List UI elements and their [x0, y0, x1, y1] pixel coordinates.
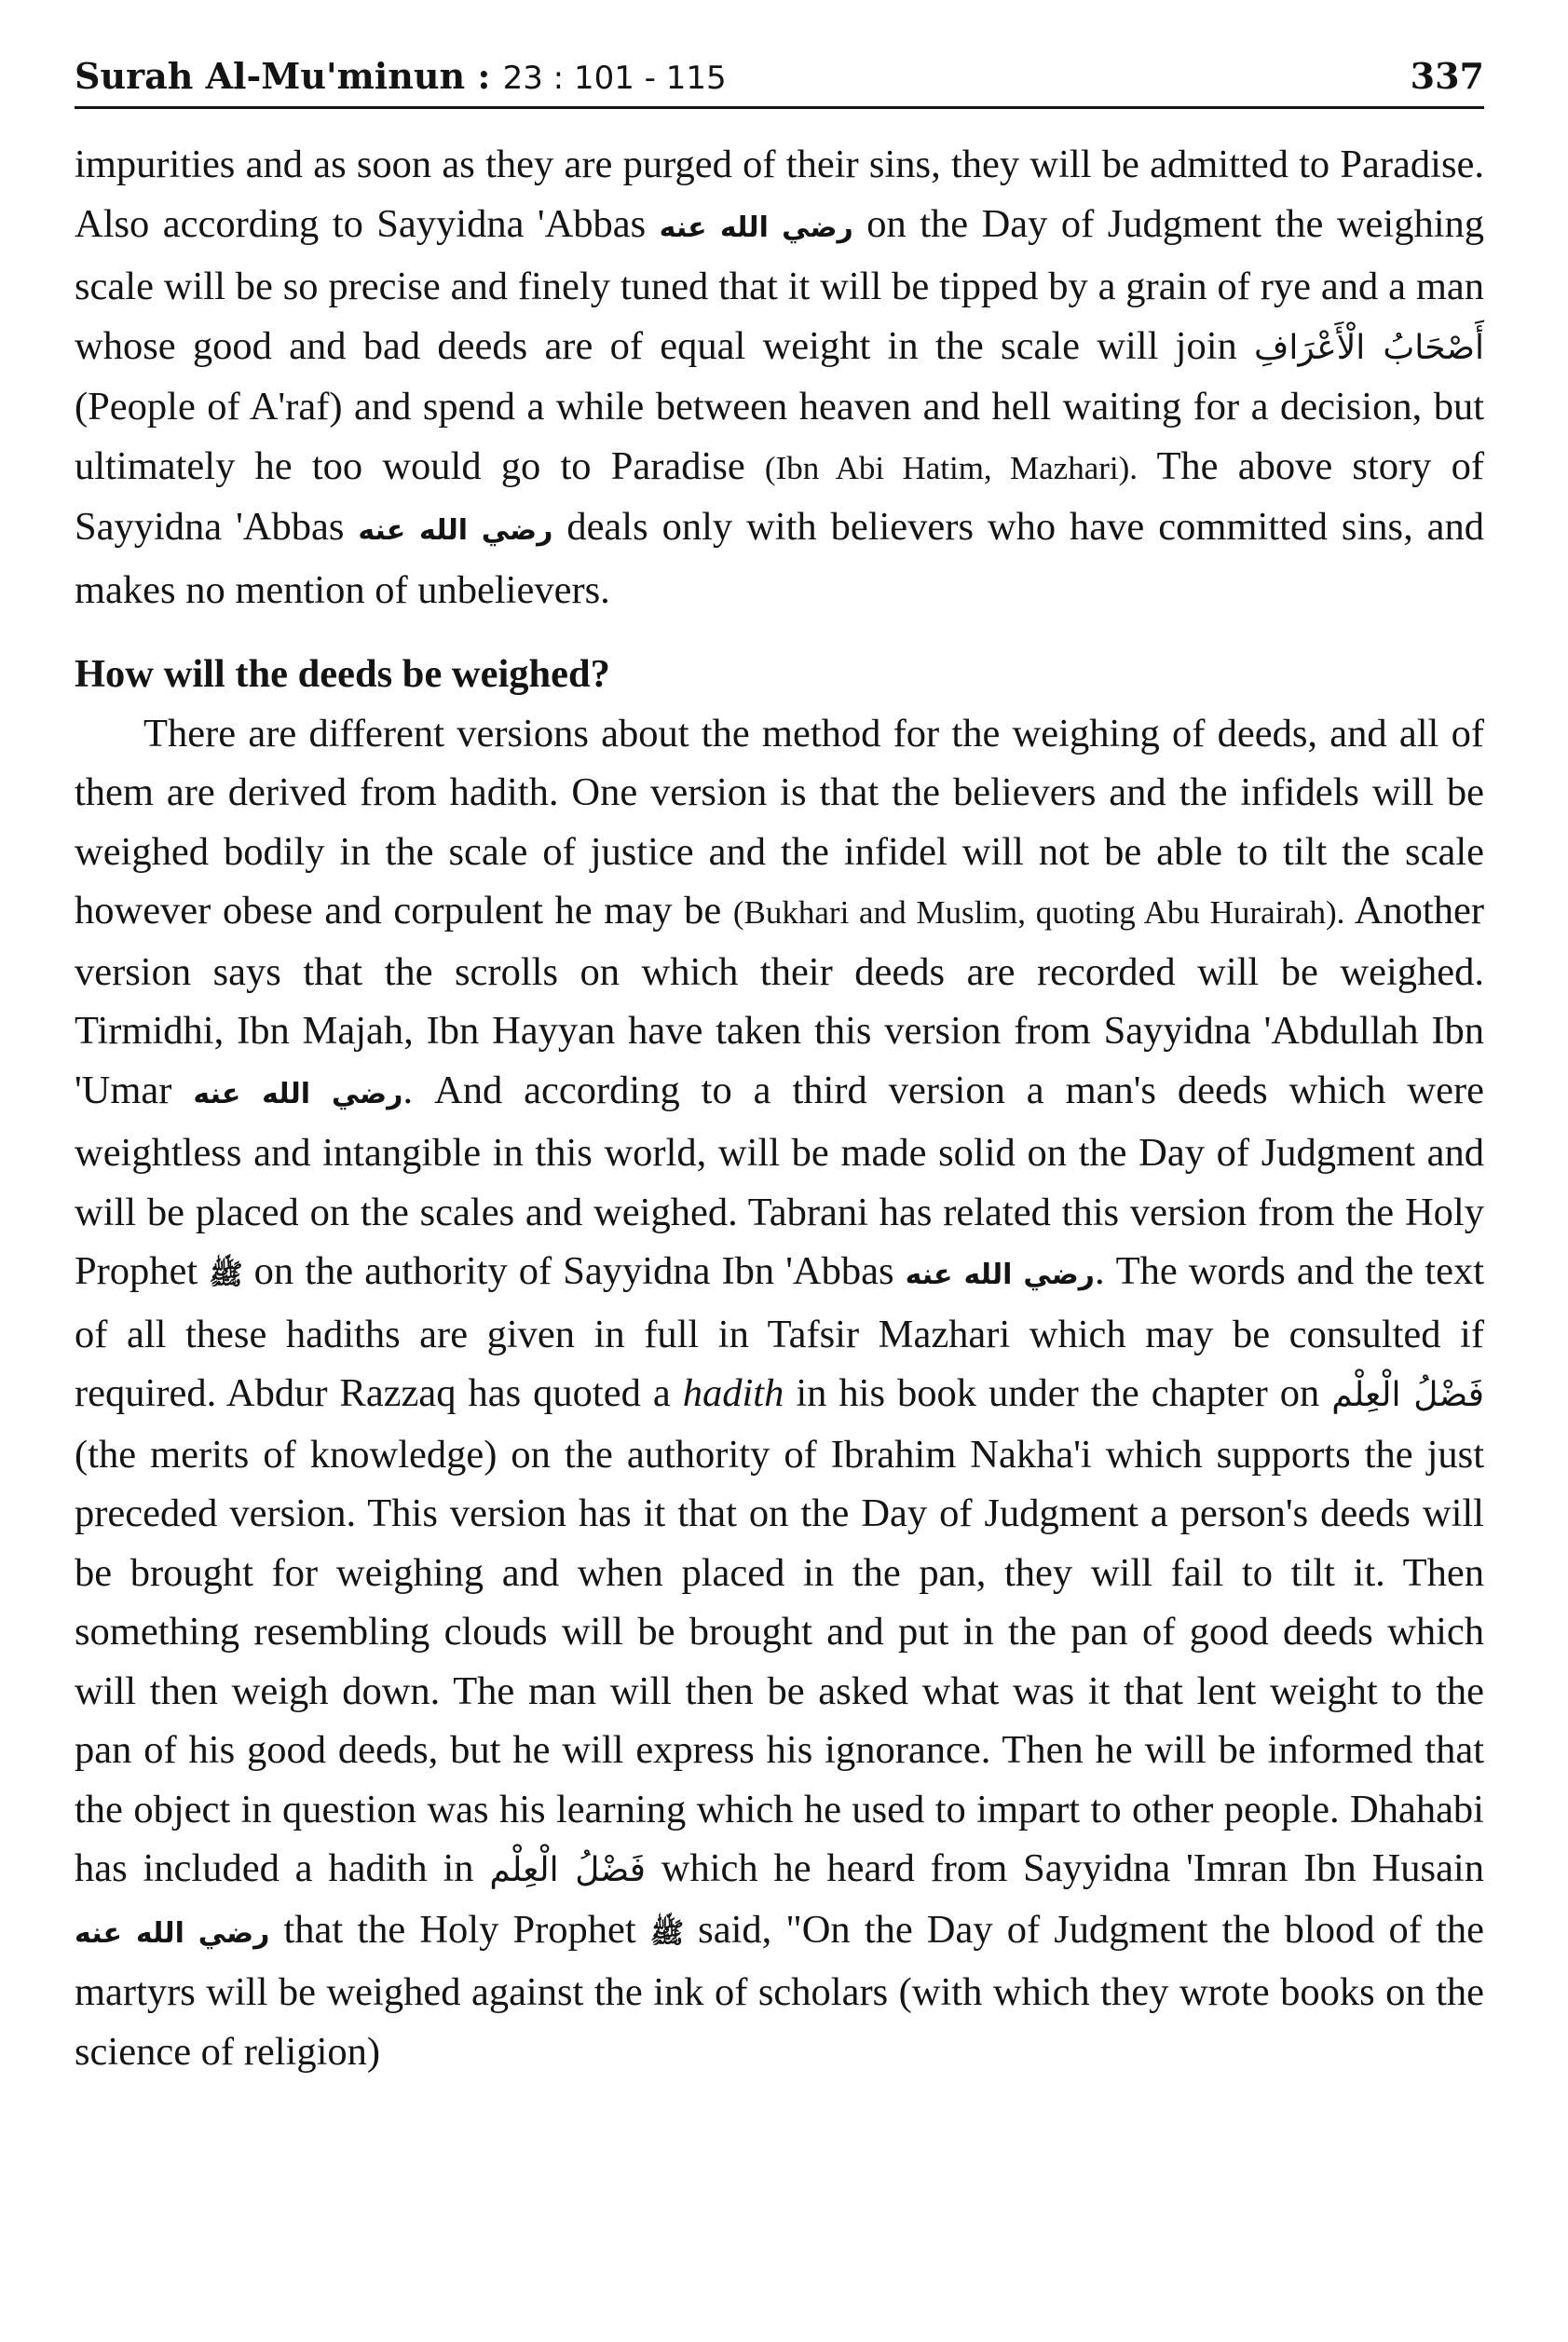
paragraph-1	[75, 135, 1484, 620]
surah-title: Surah Al-Mu'minun :	[75, 55, 491, 97]
chapter-reference	[75, 56, 727, 97]
citation: (Bukhari and Muslim, quoting Abu Hurairah).	[732, 894, 1345, 932]
text-run: on the authority of Sayyidna Ibn 'Abbas	[242, 1249, 906, 1294]
honorific-radiyallahu-anhu: رضي الله عنه	[905, 1259, 1095, 1292]
verse-reference: 23 : 101 - 115	[502, 60, 727, 97]
arabic-phrase-fadl-al-ilm: فَضْلُ الْعِلْم	[1331, 1376, 1484, 1415]
text-run: impurities and as soon as they are purged of their sins, they will be admitted to Paradise. Also according to Sayyidna 'Abbas	[75, 143, 1484, 246]
text-run: which he heard from Sayyidna 'Imran Ibn Husain	[645, 1846, 1484, 1891]
honorific-radiyallahu-anhu: رضي الله عنه	[358, 514, 553, 548]
honorific-radiyallahu-anhu: رضي الله عنه	[193, 1077, 403, 1110]
honorific-sallallahu-alayhi-wasallam: ﷺ	[649, 1916, 685, 1950]
text-run: on the Day of Judgment the weighing scale will be so precise and finely tuned that it will be tipped by a grain of rye and a man whose good and bad deeds are of equal weight in the scale will join	[75, 201, 1485, 368]
text-run: . The words and the text of all these hadiths are given in full in Tafsir Mazhari which may be consulted if required. Abdur Razzaq has quoted a	[75, 1249, 1485, 1416]
body-text	[75, 135, 1484, 2081]
text-run: that the Holy Prophet	[269, 1907, 650, 1952]
text-run: said, "On the Day of Judgment the blood of the martyrs will be weighed against the ink of scholars (with which they wrote books on the science of religion)	[75, 1907, 1484, 2074]
text-run: The above story of Sayyidna 'Abbas	[75, 443, 1484, 550]
book-page	[75, 56, 1484, 2081]
italic-term: hadith	[682, 1371, 784, 1416]
arabic-phrase-fadl-al-ilm: فَضْلُ الْعِلْم	[489, 1851, 646, 1890]
text-run: . And according to a third version a man's deeds which were weightless and intangible in this world, will be made solid on the Day of Judgment and will be placed on the scales and weighed. Tabrani has related this version from the Holy Prophet	[75, 1068, 1484, 1294]
text-run: deals only with believers who have committed sins, and makes no mention of unbelievers.	[75, 505, 1484, 612]
paragraph-2	[75, 704, 1484, 2082]
honorific-radiyallahu-anhu: رضي الله عنه	[75, 1916, 270, 1950]
header-rule	[75, 106, 1484, 109]
honorific-sallallahu-alayhi-wasallam: ﷺ	[209, 1259, 243, 1292]
text-run: (the merits of knowledge) on the authority of Ibrahim Nakha'i which supports the just preceded version. This version has it that on the Day of Judgment a person's deeds will be brought for weighing and when placed in the pan, they will fail to tilt it. Then something resembling clouds will be brought and put in the pan of good deeds which will then weigh down. The man will then be asked what was it that lent weight to the pan of his good deeds, but he will express his ignorance. Then he will be informed that the object in question was his learning which he used to impart to other people. Dhahabi has included a hadith in	[75, 1432, 1484, 1891]
text-run: (People of A'raf) and spend a while between heaven and hell waiting for a decision, but ultimately he too would go to Paradise	[75, 385, 1484, 488]
text-run: There are different versions about the method for the weighing of deeds, and all of them are derived from hadith. One version is that the believers and the infidels will be weighed bodily in the scale of justice and the infidel will not be able to tilt the scale however obese and corpulent he may be	[75, 711, 1484, 933]
citation: (Ibn Abi Hatim, Mazhari).	[764, 449, 1139, 486]
running-header	[75, 56, 1484, 104]
text-run: in his book under the chapter on	[784, 1371, 1332, 1416]
text-run: Another version says that the scrolls on which their deeds are recorded will be weighed. Tirmidhi, Ibn Majah, Ibn Hayyan have taken this version from Sayyidna 'Abdullah Ibn 'Umar	[75, 889, 1484, 1112]
honorific-radiyallahu-anhu: رضي الله عنه	[659, 211, 853, 244]
section-heading: How will the deeds be weighed?	[75, 652, 610, 697]
arabic-phrase-ashab-al-araf: أَصْحَابُ الْأَعْرَافِ	[1254, 328, 1485, 367]
page-number: 337	[1410, 55, 1484, 97]
